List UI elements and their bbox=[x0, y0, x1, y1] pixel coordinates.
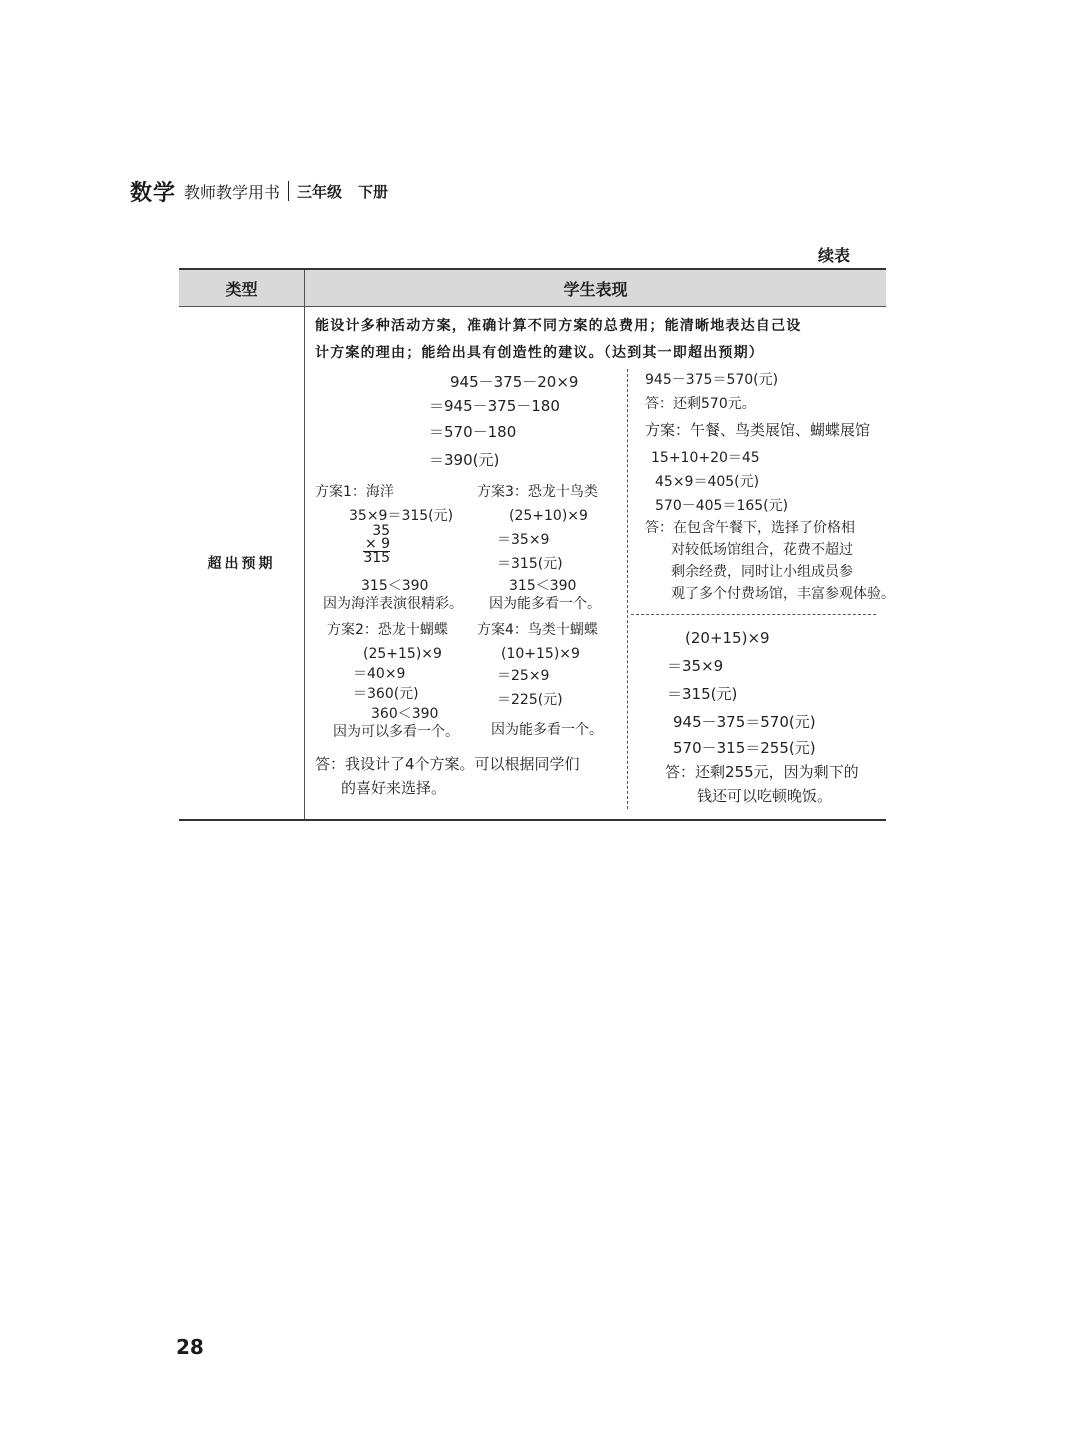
plan-step: 360＜390 bbox=[371, 706, 439, 722]
calc-line: (20+15)×9 bbox=[685, 629, 770, 647]
plan-title: 方案1：海洋 bbox=[315, 484, 394, 500]
vert-line: 35 bbox=[372, 523, 391, 539]
plan-step: ＝360(元) bbox=[353, 686, 419, 702]
calc-line: 45×9＝405(元) bbox=[655, 474, 760, 490]
horizontal-dashed-divider bbox=[631, 614, 876, 615]
calc-line: 15+10+20＝45 bbox=[651, 450, 760, 466]
answer-line: 答：在包含午餐下，选择了价格相 bbox=[645, 520, 855, 536]
vertical-dashed-divider bbox=[627, 369, 628, 809]
assessment-table bbox=[179, 268, 895, 821]
plan-reason: 因为可以多看一个。 bbox=[333, 724, 459, 740]
answer-line: 钱还可以吃顿晚饭。 bbox=[697, 787, 833, 805]
performance-intro bbox=[315, 313, 880, 367]
book-title: 教师教学用书 bbox=[184, 182, 281, 202]
answer-line: 答：还剩255元，因为剩下的 bbox=[665, 763, 859, 781]
plan-title: 方案4：鸟类十蝴蝶 bbox=[477, 622, 598, 638]
plan-reason: 因为海洋表演很精彩。 bbox=[323, 596, 463, 612]
answer-line: 观了多个付费场馆，丰富参观体验。 bbox=[671, 586, 895, 602]
calc-line: 945－375＝570(元) bbox=[645, 372, 779, 388]
plan-step: ＝25×9 bbox=[497, 668, 550, 684]
plan-step: 315＜390 bbox=[509, 578, 577, 594]
calc-line: 570－315＝255(元) bbox=[673, 739, 816, 757]
plan-step: (25+15)×9 bbox=[363, 646, 442, 662]
book-header bbox=[128, 176, 388, 206]
vertical-multiplication bbox=[363, 525, 390, 565]
plan-step: ＝40×9 bbox=[353, 666, 406, 682]
calc-line: ＝35×9 bbox=[667, 657, 724, 675]
table-header-row bbox=[179, 269, 886, 307]
performance-cell bbox=[305, 307, 895, 821]
plan-reason: 因为能多看一个。 bbox=[489, 596, 601, 612]
column-header-type: 类型 bbox=[179, 269, 305, 307]
page-number: 28 bbox=[176, 1335, 204, 1359]
plan-title: 方案3：恐龙十鸟类 bbox=[477, 484, 598, 500]
volume-label: 下册 bbox=[358, 182, 389, 201]
plan-step: ＝35×9 bbox=[497, 532, 550, 548]
plan-title: 方案2：恐龙十蝴蝶 bbox=[327, 622, 448, 638]
grade-label: 三年级 bbox=[297, 182, 343, 201]
plan-reason: 因为能多看一个。 bbox=[491, 722, 603, 738]
calc-line: 945－375＝570(元) bbox=[673, 713, 816, 731]
table-row bbox=[179, 307, 886, 821]
answer-line: 答：还剩570元。 bbox=[645, 396, 756, 412]
calc-line: ＝315(元) bbox=[667, 685, 738, 703]
vert-line: 315 bbox=[363, 550, 391, 566]
continued-table-label: 续表 bbox=[817, 246, 850, 265]
answer-line: 答：我设计了4个方案。可以根据同学们 bbox=[315, 755, 580, 773]
intro-line: 能设计多种活动方案，准确计算不同方案的总费用；能清晰地表达自己设 bbox=[315, 318, 802, 334]
plan-title: 方案：午餐、鸟类展馆、蝴蝶展馆 bbox=[645, 421, 871, 439]
vert-line: × 9 bbox=[365, 536, 391, 552]
answer-line: 的喜好来选择。 bbox=[341, 779, 447, 797]
subject-logo: 数学 bbox=[130, 179, 177, 206]
calc-line: 570－405＝165(元) bbox=[655, 498, 789, 514]
answer-line: 对较低场馆组合，花费不超过 bbox=[671, 542, 853, 558]
calc-line: ＝945－375－180 bbox=[429, 397, 560, 415]
plan-step: ＝225(元) bbox=[497, 692, 563, 708]
intro-line: 计方案的理由；能给出具有创造性的建议。（达到其一即超出预期） bbox=[315, 345, 764, 361]
row-type-label: 超出预期 bbox=[179, 307, 305, 821]
calc-line: ＝390(元) bbox=[429, 451, 500, 469]
plan-step: 315＜390 bbox=[361, 578, 429, 594]
plan-step: 35×9＝315(元) bbox=[349, 508, 454, 524]
plan-step: ＝315(元) bbox=[497, 556, 563, 572]
answer-line: 剩余经费，同时让小组成员参 bbox=[671, 564, 853, 580]
calc-line: ＝570－180 bbox=[429, 423, 517, 441]
plan-step: (25+10)×9 bbox=[509, 508, 588, 524]
column-header-performance: 学生表现 bbox=[305, 269, 887, 307]
header-divider bbox=[288, 181, 289, 201]
calc-line: 945－375－20×9 bbox=[450, 373, 579, 391]
plan-step: (10+15)×9 bbox=[501, 646, 580, 662]
